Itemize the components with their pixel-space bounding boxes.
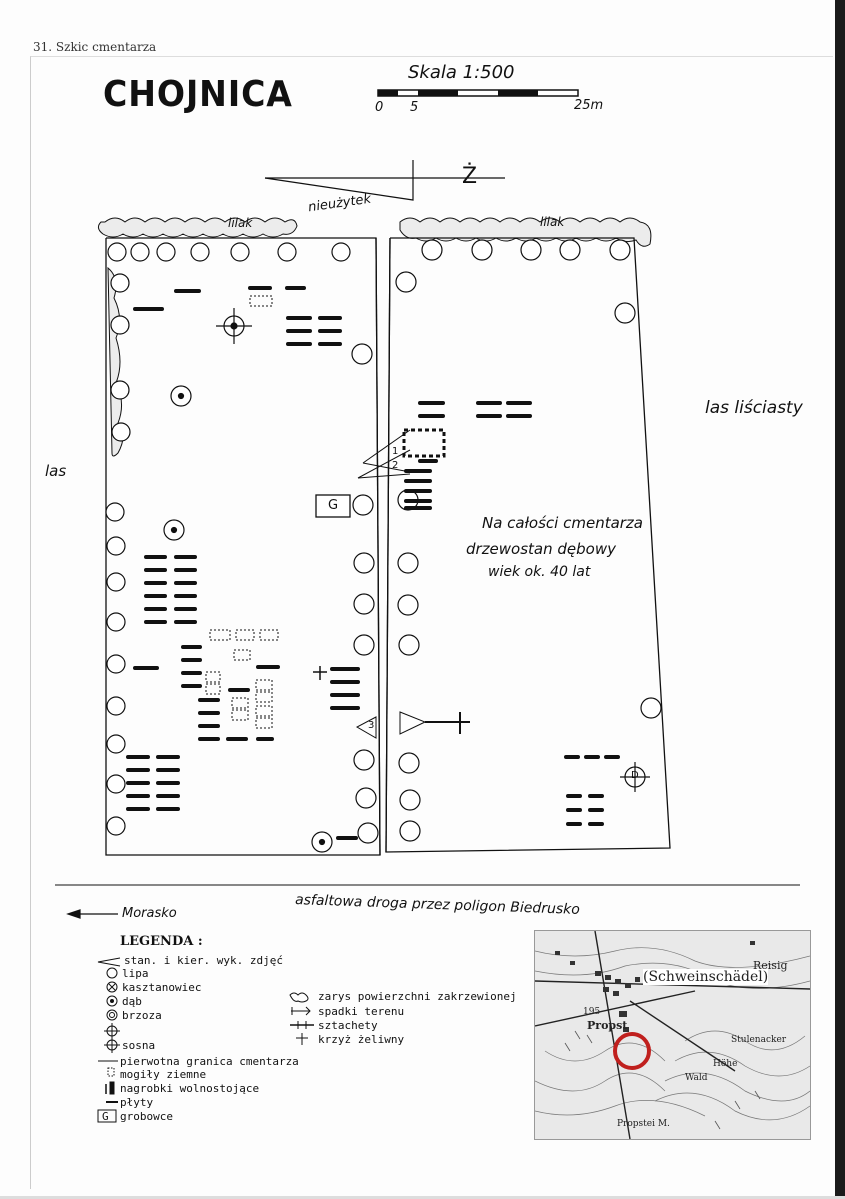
scale-label: Skala 1:500 bbox=[408, 62, 515, 83]
inset-label-2: Reisig bbox=[753, 959, 788, 972]
road-destination-label: Morasko bbox=[122, 906, 177, 921]
scale-tick-5: 5 bbox=[410, 100, 419, 115]
inset-label-3: Propst bbox=[587, 1019, 628, 1032]
scan-edge bbox=[835, 0, 845, 1199]
road-description-label: asfaltowa droga przez poligon Biedrusko bbox=[294, 892, 581, 918]
inset-topographic-map bbox=[534, 930, 811, 1140]
inset-label-7: Propstei M. bbox=[617, 1119, 670, 1129]
legend-item-cross: krzyż żeliwny bbox=[318, 1033, 405, 1046]
legend-tomb-symbol: G bbox=[102, 1110, 109, 1123]
forest-label: las bbox=[45, 462, 67, 480]
scale-tick-0: 0 bbox=[375, 100, 384, 115]
legend-item-slabs: płyty bbox=[120, 1096, 154, 1109]
photo-station-3: 3 bbox=[368, 720, 375, 731]
oak-trees bbox=[164, 386, 332, 852]
legend-item-pine: sosna bbox=[122, 1039, 156, 1052]
legend-item-birch: brzoza bbox=[122, 1009, 162, 1022]
inset-label-1: (Schweinschädel) bbox=[643, 969, 769, 985]
cemetery-boundary bbox=[55, 238, 800, 885]
lilac-label-left: lilak bbox=[228, 216, 253, 230]
road-arrow-icon bbox=[68, 910, 118, 918]
cemetery-location-circle bbox=[615, 1034, 649, 1068]
legend-item-photo: stan. i kier. wyk. zdjęć bbox=[124, 954, 283, 967]
note-line-1: Na całości cmentarza bbox=[482, 514, 644, 532]
tomb-label: G bbox=[328, 498, 339, 513]
inset-label-4: Stulenacker bbox=[731, 1035, 787, 1045]
photo-station-1: 1 bbox=[392, 446, 399, 457]
scale-bar bbox=[378, 90, 578, 96]
legend-item-boundary: pierwotna granica cmentarza bbox=[120, 1055, 299, 1068]
pine-tree-icon bbox=[216, 308, 252, 344]
shrub-outline-top-left bbox=[98, 218, 297, 237]
legend-item-tombs: grobowce bbox=[120, 1110, 173, 1123]
note-line-2: drzewostan dębowy bbox=[466, 540, 616, 558]
cemetery-title: CHOJNICA bbox=[103, 74, 293, 115]
inset-label-6: Höhe bbox=[713, 1059, 738, 1069]
legend-item-lime: lipa bbox=[122, 967, 149, 980]
cast-iron-cross-icon bbox=[313, 666, 327, 680]
photo-station-icons bbox=[357, 430, 410, 738]
deciduous-forest-label: las liściasty bbox=[705, 398, 803, 418]
legend-item-chestnut: kasztanowiec bbox=[122, 981, 202, 994]
legend-item-shrubs: zarys powierzchni zakrzewionej bbox=[318, 990, 517, 1003]
scale-tick-25: 25m bbox=[574, 98, 604, 113]
earth-mounds bbox=[206, 296, 278, 728]
legend-title: LEGENDA : bbox=[120, 934, 203, 949]
gate-fence-icon bbox=[400, 712, 470, 734]
page-caption: 31. Szkic cmentarza bbox=[33, 40, 157, 54]
legend-item-headstones: nagrobki wolnostojące bbox=[120, 1082, 260, 1095]
lilac-label-right: lilak bbox=[540, 215, 565, 229]
legend-item-slopes: spadki terenu bbox=[318, 1005, 405, 1018]
inset-label-8: 195 bbox=[583, 1007, 601, 1017]
oak-marker-label: D bbox=[631, 770, 639, 781]
wasteland-label: nieużytek bbox=[307, 191, 372, 216]
legend-item-earth-graves: mogiły ziemne bbox=[120, 1068, 207, 1081]
photo-station-2: 2 bbox=[392, 460, 399, 471]
north-label: Ż bbox=[462, 164, 478, 189]
inset-label-5: Wald bbox=[685, 1073, 708, 1083]
note-line-3: wiek ok. 40 lat bbox=[488, 564, 591, 580]
legend-item-oak: dąb bbox=[122, 995, 142, 1008]
legend-item-fence: sztachety bbox=[318, 1019, 378, 1032]
